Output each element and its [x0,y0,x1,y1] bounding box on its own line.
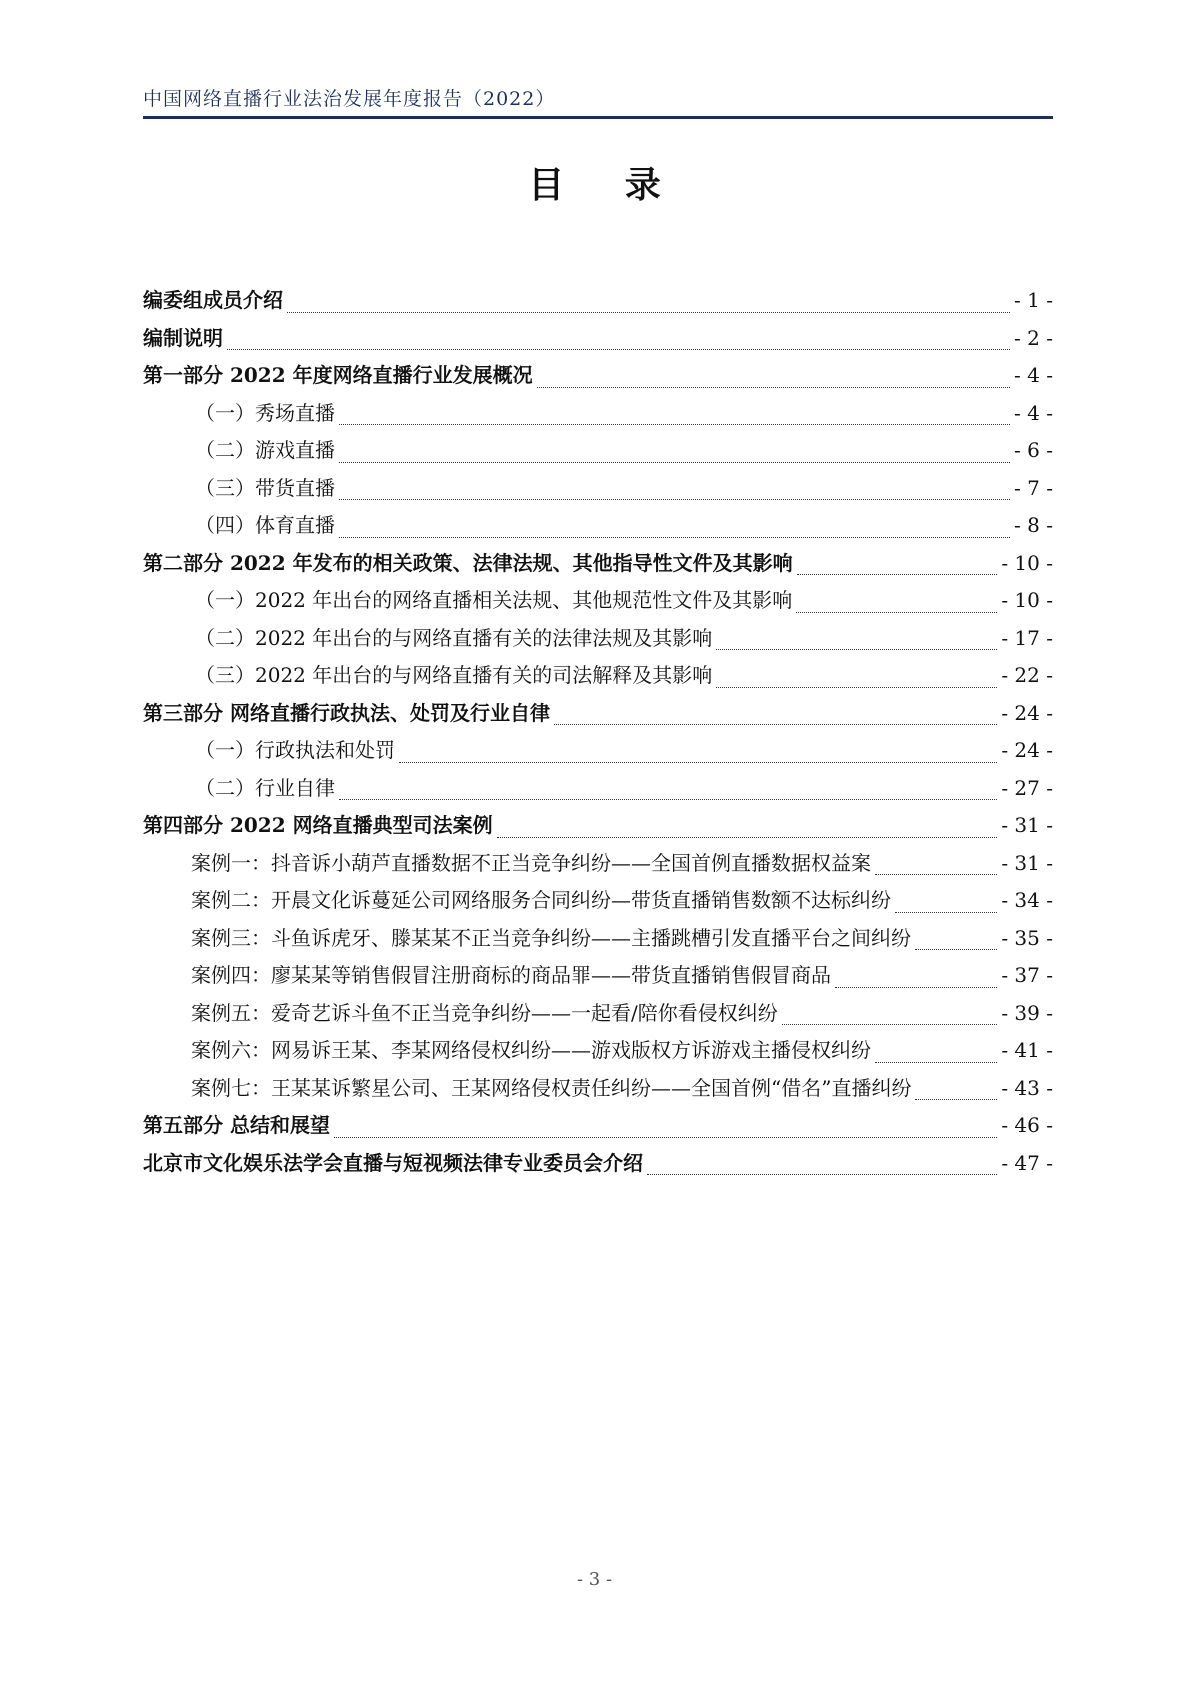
page-number: - 3 - [576,1569,613,1590]
toc-entry[interactable] [143,547,1053,585]
dot-leader [647,1173,997,1175]
dot-leader [227,348,1010,350]
toc-entry[interactable] [143,1072,1053,1110]
toc-entry-page: - 41 - [1001,1038,1053,1062]
toc-entry-label: 案例四：廖某某等销售假冒注册商标的商品罪——带货直播销售假冒商品 [191,963,831,987]
toc-entry-label: 编委组成员介绍 [143,288,283,312]
toc-entry-label: （二）2022 年出台的与网络直播有关的法律法规及其影响 [195,625,713,650]
toc-entry-label: 案例六：网易诉王某、李某网络侵权纠纷——游戏版权方诉游戏主播侵权纠纷 [191,1038,871,1062]
header-divider [143,116,1053,119]
toc-entry-label: 案例一：抖音诉小葫芦直播数据不正当竞争纠纷——全国首例直播数据权益案 [191,850,871,875]
toc-entry[interactable] [143,1147,1053,1185]
toc-entry[interactable] [143,884,1053,922]
dot-leader [554,723,997,725]
toc-entry-page: - 35 - [1001,925,1053,950]
toc-entry-page: - 27 - [1001,775,1053,800]
toc-entry-label: 案例二：开晨文化诉蔓延公司网络服务合同纠纷—带货直播销售数额不达标纠纷 [191,888,891,912]
dot-leader [875,873,997,875]
toc-entry-label: （四）体育直播 [195,513,335,537]
dot-leader [875,1061,997,1063]
toc-entry[interactable] [143,472,1053,510]
dot-leader [797,573,998,575]
toc-entry[interactable] [143,809,1053,847]
toc-entry[interactable] [143,1109,1053,1147]
toc-entry[interactable] [143,397,1053,435]
dot-leader [339,461,1010,463]
dot-leader [782,1023,998,1025]
dot-leader [334,1136,997,1138]
toc-entry[interactable] [143,659,1053,697]
dot-leader [497,836,998,838]
toc-entry[interactable] [143,922,1053,960]
toc-entry-page: - 6 - [1014,438,1053,462]
toc-entry-page: - 7 - [1014,475,1053,500]
dot-leader [287,311,1010,313]
toc-entry[interactable] [143,997,1053,1035]
toc-entry-label: （一）行政执法和处罚 [195,738,395,762]
toc-entry-label: （一）2022 年出台的网络直播相关法规、其他规范性文件及其影响 [195,588,793,612]
toc-entry-page: - 4 - [1014,400,1053,425]
toc-entry-label: 案例三：斗鱼诉虎牙、滕某某不正当竞争纠纷——主播跳槽引发直播平台之间纠纷 [191,925,911,950]
toc-entry-label: 北京市文化娱乐法学会直播与短视频法律专业委员会介绍 [143,1150,643,1175]
toc-entry[interactable] [143,322,1053,360]
toc-entry-label: 编制说明 [143,325,223,350]
dot-leader [339,423,1010,425]
toc-entry[interactable] [143,622,1053,660]
dot-leader [915,948,997,950]
toc-entry-page: - 4 - [1014,363,1053,387]
toc-entry[interactable] [143,584,1053,622]
dot-leader [915,1098,997,1100]
toc-entry[interactable] [143,359,1053,397]
toc-entry[interactable] [143,697,1053,735]
toc-entry-page: - 39 - [1001,1000,1053,1025]
toc-entry-label: 案例七：王某某诉繁星公司、王某网络侵权责任纠纷——全国首例“借名”直播纠纷 [191,1075,912,1100]
toc-entry-page: - 1 - [1014,288,1053,312]
running-header: 中国网络直播行业法治发展年度报告（2022） [143,88,556,110]
toc-entry[interactable] [143,509,1053,547]
toc-entry[interactable] [143,1034,1053,1072]
toc-entry-page: - 24 - [1001,738,1053,762]
toc-entry-label: 案例五：爱奇艺诉斗鱼不正当竞争纠纷——一起看/陪你看侵权纠纷 [191,1000,778,1025]
toc-entry-page: - 10 - [1001,588,1053,612]
toc-entry-page: - 37 - [1001,963,1053,987]
toc-entry-page: - 31 - [1001,813,1053,837]
dot-leader [339,798,997,800]
toc-entry-page: - 8 - [1014,513,1053,537]
toc-entry-page: - 47 - [1001,1150,1053,1175]
toc-entry-page: - 22 - [1001,663,1053,687]
dot-leader [537,386,1010,388]
dot-leader [339,498,1010,500]
toc-entry-page: - 10 - [1001,550,1053,575]
toc-entry-page: - 43 - [1001,1075,1053,1100]
toc-entry-label: （二）游戏直播 [195,438,335,462]
page-title: 目 录 [528,164,685,206]
toc-entry-label: 第三部分 网络直播行政执法、处罚及行业自律 [143,700,550,725]
toc-entry-label: （三）带货直播 [195,475,335,500]
toc-entry[interactable] [143,284,1053,322]
dot-leader [796,611,997,613]
toc-entry-page: - 2 - [1014,325,1053,350]
toc-entry-label: （一）秀场直播 [195,400,335,425]
dot-leader [835,986,997,988]
toc-entry-page: - 17 - [1001,625,1053,650]
toc-entry-label: 第一部分 2022 年度网络直播行业发展概况 [143,363,533,387]
dot-leader [716,686,997,688]
toc-entry-page: - 46 - [1001,1113,1053,1137]
toc-entry-label: 第五部分 总结和展望 [143,1113,330,1137]
toc-entry-label: 第四部分 2022 网络直播典型司法案例 [143,813,493,837]
dot-leader [339,536,1010,538]
toc-entry-label: （二）行业自律 [195,775,335,800]
toc-entry[interactable] [143,772,1053,810]
toc-entry-label: 第二部分 2022 年发布的相关政策、法律法规、其他指导性文件及其影响 [143,550,793,575]
toc-entry[interactable] [143,734,1053,772]
toc-entry-page: - 24 - [1001,700,1053,725]
toc-entry[interactable] [143,959,1053,997]
dot-leader [399,761,997,763]
table-of-contents [143,284,1053,1184]
toc-entry-label: （三）2022 年出台的与网络直播有关的司法解释及其影响 [195,663,713,687]
toc-entry-page: - 34 - [1001,888,1053,912]
toc-entry-page: - 31 - [1001,850,1053,875]
dot-leader [716,648,997,650]
dot-leader [895,911,997,913]
toc-entry[interactable] [143,434,1053,472]
toc-entry[interactable] [143,847,1053,885]
